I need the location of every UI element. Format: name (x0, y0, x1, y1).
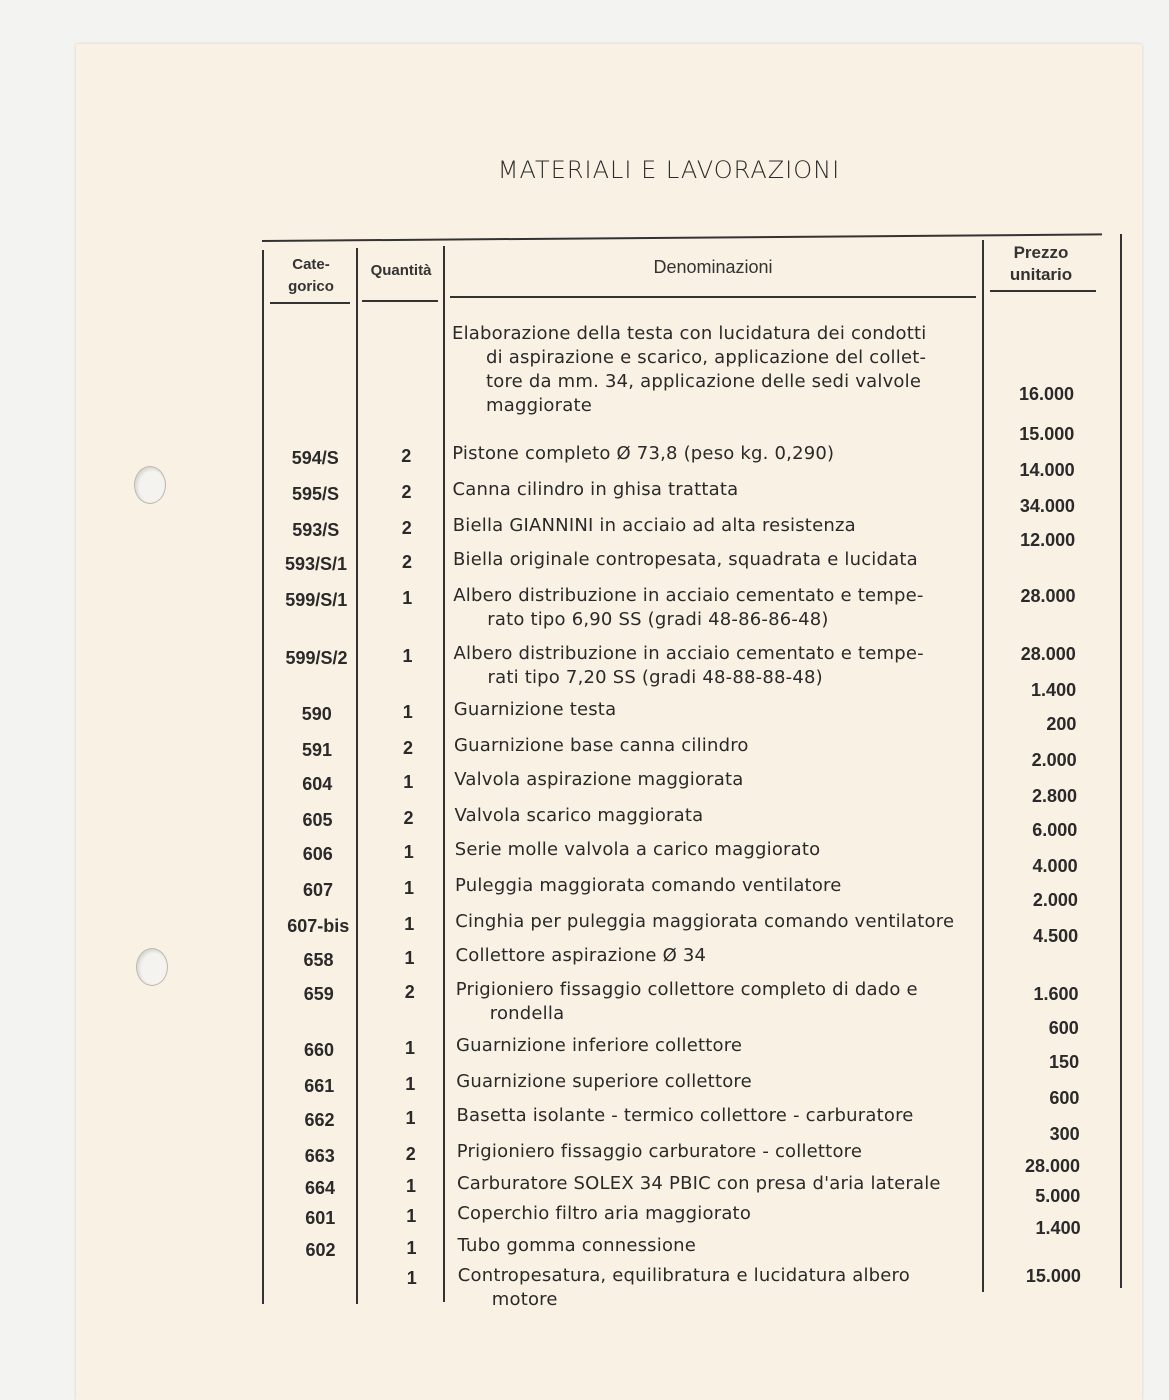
row-categorico: 664 (304, 1178, 336, 1198)
row-denominazione-line-1: Valvola aspirazione maggiorata (454, 769, 744, 790)
header-categorico: Cate- gorico (288, 256, 334, 295)
row-denominazione-line-2: rondella (489, 1003, 565, 1024)
row-categorico: 606 (302, 844, 333, 864)
row-denominazione-line-1: Guarnizione testa (453, 699, 617, 720)
row-quantita: 2 (401, 552, 412, 572)
row-quantita: 2 (405, 1144, 416, 1164)
row-denominazione-line-1: Tubo gomma connessione (457, 1235, 697, 1256)
row-prezzo: 16.000 (1018, 384, 1074, 404)
row-denominazione-line-1: Puleggia maggiorata comando ventilatore (455, 875, 842, 896)
row-categorico: 659 (303, 984, 334, 1004)
row-quantita: 1 (404, 1038, 415, 1058)
row-quantita: 1 (403, 878, 414, 898)
row-quantita: 1 (404, 948, 415, 968)
row-denominazione (456, 978, 986, 1026)
row-denominazione-line-2: rato tipo 6,90 SS (gradi 48-86-86-48) (487, 609, 829, 630)
row-prezzo: 1.600 (1033, 984, 1079, 1004)
row-denominazione-line-1: Prigioniero fissaggio carburatore - collettore (456, 1141, 863, 1162)
row-prezzo: 600 (1048, 1018, 1079, 1038)
row-categorico: 660 (303, 1040, 335, 1060)
row-denominazione (454, 734, 984, 758)
row-denominazione (458, 1264, 988, 1312)
row-categorico: 661 (304, 1076, 335, 1096)
row-denominazione (457, 1202, 987, 1226)
row-denominazione-line-1: Elaborazione della testa con lucidatura dei condotti (452, 323, 927, 344)
row-prezzo: 1.400 (1031, 680, 1077, 700)
row-categorico: 662 (304, 1110, 335, 1130)
row-denominazione-line-1: Collettore aspirazione Ø 34 (455, 945, 707, 966)
row-denominazione (453, 514, 983, 538)
row-categorico: 604 (302, 774, 333, 794)
header-underline-cat (270, 302, 350, 304)
row-prezzo: 28.000 (1020, 586, 1076, 606)
row-quantita: 1 (402, 588, 413, 608)
row-denominazione (452, 442, 982, 466)
row-categorico: 591 (301, 740, 333, 760)
row-categorico: 593/S (292, 520, 340, 540)
row-prezzo: 12.000 (1020, 530, 1076, 550)
row-prezzo: 15.000 (1019, 424, 1075, 444)
row-prezzo: 2.000 (1032, 890, 1078, 910)
header-denominazioni: Denominazioni (653, 257, 773, 277)
row-prezzo: 6.000 (1032, 820, 1078, 840)
row-prezzo: 4.500 (1033, 926, 1079, 946)
row-denominazione (454, 698, 984, 722)
header-underline-price (990, 290, 1096, 292)
row-quantita: 1 (403, 842, 414, 862)
row-denominazione-line-1: Contropesatura, equilibratura e lucidatura albero (457, 1265, 910, 1286)
row-denominazione (457, 1172, 987, 1196)
row-quantita: 1 (405, 1074, 416, 1094)
row-prezzo: 34.000 (1019, 496, 1075, 516)
row-denominazione (453, 548, 983, 572)
row-denominazione (457, 1104, 987, 1128)
row-denominazione-line-1: Coperchio filtro aria maggiorato (457, 1203, 752, 1224)
row-quantita: 1 (405, 1108, 416, 1128)
row-categorico: 595/S (291, 484, 340, 504)
row-denominazione-line-1: Basetta isolante - termico collettore - carburatore (456, 1105, 914, 1126)
row-denominazione (455, 838, 985, 862)
row-categorico: 601 (305, 1208, 336, 1228)
row-denominazione-line-1: Albero distribuzione in acciaio cementato e tempe- (453, 585, 924, 606)
row-prezzo: 2.800 (1031, 786, 1077, 806)
row-categorico: 599/S/2 (285, 648, 348, 668)
row-quantita: 1 (402, 702, 413, 722)
row-quantita: 2 (401, 482, 412, 502)
row-quantita: 1 (406, 1268, 417, 1288)
row-categorico: 594/S (291, 448, 339, 468)
row-denominazione-line-1: Valvola scarico maggiorata (454, 805, 704, 826)
header-prezzo-unitario: Prezzo unitario (1009, 243, 1073, 284)
row-denominazione-line-2: motore (491, 1289, 558, 1310)
row-quantita: 1 (404, 914, 415, 934)
row-prezzo: 14.000 (1019, 460, 1075, 480)
row-categorico: 605 (302, 810, 333, 830)
row-denominazione-line-1: Guarnizione superiore collettore (456, 1071, 752, 1092)
row-denominazione (458, 1234, 988, 1258)
binder-hole-top (134, 466, 166, 504)
row-prezzo: 28.000 (1020, 644, 1076, 664)
row-quantita: 1 (403, 772, 414, 792)
row-denominazione-line-1: Cinghia per puleggia maggiorata comando ventilatore (455, 911, 955, 932)
row-denominazione (453, 584, 983, 632)
row-prezzo: 2.000 (1031, 750, 1077, 770)
header-quantita: Quantità (370, 262, 432, 279)
column-rule-1 (262, 250, 264, 1304)
row-quantita: 1 (402, 646, 413, 666)
row-denominazione (455, 874, 985, 898)
row-quantita: 1 (406, 1206, 417, 1226)
row-categorico: 590 (301, 704, 332, 724)
row-denominazione-line-1: Canna cilindro in ghisa trattata (452, 479, 739, 500)
row-quantita: 2 (403, 808, 414, 828)
header-underline-qty (362, 300, 438, 302)
row-denominazione-line-1: Carburatore SOLEX 34 PBIC con presa d'aria laterale (457, 1173, 941, 1194)
row-denominazione-line-2: rati tipo 7,20 SS (gradi 48-88-88-48) (487, 667, 823, 688)
row-prezzo: 15.000 (1025, 1266, 1081, 1286)
table-top-rule (262, 233, 1102, 242)
row-categorico: 593/S/1 (284, 554, 348, 574)
row-denominazione (454, 642, 984, 690)
row-denominazione-line-1: Biella originale contropesata, squadrata e lucidata (453, 549, 918, 570)
row-prezzo: 28.000 (1024, 1156, 1080, 1176)
header-underline-desc (450, 296, 976, 298)
row-denominazione (455, 804, 985, 828)
row-quantita: 2 (402, 738, 413, 758)
row-categorico: 658 (303, 950, 334, 970)
row-denominazione (454, 768, 984, 792)
row-categorico: 607-bis (287, 916, 350, 936)
row-prezzo: 150 (1049, 1052, 1080, 1072)
row-denominazione-line-1: Guarnizione inferiore collettore (456, 1035, 743, 1056)
row-denominazione (456, 944, 986, 968)
row-denominazione-line-1: Albero distribuzione in acciaio cementato e tempe- (453, 643, 924, 664)
row-denominazione (456, 1034, 986, 1058)
row-denominazione-line-2: di aspirazione e scarico, applicazione del collet- (486, 347, 927, 368)
row-denominazione-line-1: Guarnizione base canna cilindro (454, 735, 749, 756)
row-prezzo: 5.000 (1035, 1186, 1081, 1206)
column-rule-5 (1120, 234, 1122, 1288)
row-prezzo: 4.000 (1032, 856, 1078, 876)
row-denominazione (455, 910, 985, 934)
row-categorico: 602 (305, 1240, 336, 1260)
row-denominazione-line-4: maggiorate (486, 395, 592, 416)
row-denominazione-line-1: Biella GIANNINI in acciaio ad alta resistenza (452, 515, 856, 536)
page-title: MATERIALI E LAVORAZIONI (497, 156, 841, 184)
row-quantita: 1 (405, 1176, 416, 1196)
row-quantita: 2 (401, 518, 412, 538)
row-quantita: 2 (404, 982, 415, 1002)
document-sheet (76, 44, 1142, 1400)
row-denominazione (457, 1140, 987, 1164)
row-denominazione-line-1: Prigioniero fissaggio collettore completo di dado e (455, 979, 918, 1000)
row-denominazione-line-1: Serie molle valvola a carico maggiorato (454, 839, 821, 860)
binder-hole-bottom (136, 948, 168, 986)
row-quantita: 2 (401, 446, 412, 466)
row-denominazione (453, 478, 983, 502)
row-prezzo: 200 (1046, 714, 1077, 734)
row-quantita: 1 (406, 1238, 417, 1258)
row-prezzo: 1.400 (1035, 1218, 1081, 1238)
row-prezzo: 300 (1049, 1124, 1080, 1144)
row-prezzo: 600 (1049, 1088, 1080, 1108)
row-denominazione-line-3: tore da mm. 34, applicazione delle sedi valvole (486, 371, 922, 392)
row-denominazione-line-1: Pistone completo Ø 73,8 (peso kg. 0,290) (452, 443, 835, 464)
row-categorico: 607 (302, 880, 334, 900)
row-denominazione (456, 1070, 986, 1094)
row-denominazione (452, 322, 982, 418)
row-categorico: 663 (304, 1146, 335, 1166)
row-categorico: 599/S/1 (285, 590, 348, 610)
